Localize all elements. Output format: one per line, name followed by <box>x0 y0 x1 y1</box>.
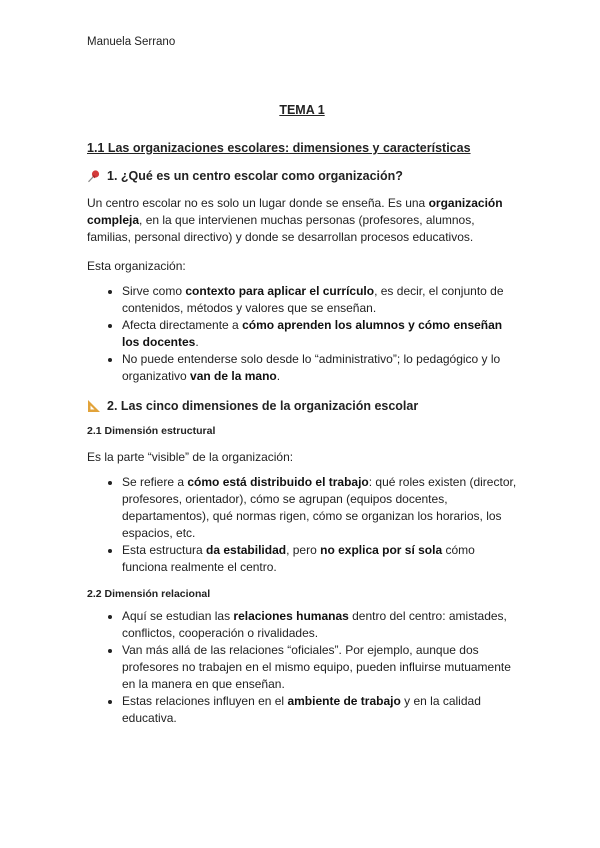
list-item <box>122 283 517 317</box>
bold-text: contexto para aplicar el currículo <box>185 284 375 298</box>
question-1-paragraph-2: Esta organización: <box>87 259 186 273</box>
question-2-heading <box>87 399 517 413</box>
text-run: . <box>276 369 281 383</box>
bold-text: van de la mano <box>190 369 277 383</box>
bold-text: da estabilidad <box>206 543 287 557</box>
subsection-2-2-title: 2.2 Dimensión relacional <box>87 588 211 600</box>
bold-text: cómo está distribuido el trabajo <box>187 475 369 489</box>
list-item <box>122 474 517 542</box>
text-run: Van más allá de las relaciones “oficiales”. Por ejemplo, aunque dos profesores no trabajen en el mismo equipo, pueden influirse mutuamente en la manera en que enseñan. <box>122 643 511 691</box>
list-item <box>122 693 517 727</box>
text-run: Estas relaciones influyen en el <box>122 694 288 708</box>
text-run: dentro del centro: amistades, conflictos, cooperación o rivalidades. <box>122 609 507 640</box>
question-1-heading <box>87 169 517 183</box>
question-1-paragraph <box>87 195 517 246</box>
text-run: , es decir, el conjunto de contenidos, métodos y valores que se enseñan. <box>122 284 504 315</box>
page-title: TEMA 1 <box>279 103 325 117</box>
bold-text: ambiente de trabajo <box>287 694 401 708</box>
subsection-2-1-paragraph: Es la parte “visible” de la organización: <box>87 450 294 464</box>
question-2-heading-text: 2. Las cinco dimensiones de la organización escolar <box>107 399 419 413</box>
text-run: y en la calidad educativa. <box>122 694 481 725</box>
text-run: Sirve como <box>122 284 186 298</box>
list-item <box>122 542 517 576</box>
triangular-ruler-icon <box>87 399 101 413</box>
text-run: . <box>195 335 199 349</box>
list-item <box>122 642 517 693</box>
bold-text: cómo aprenden los alumnos y cómo enseñan los docentes <box>122 318 503 349</box>
text-run: Afecta directamente a <box>122 318 243 332</box>
bold-text: relaciones humanas <box>233 609 349 623</box>
text-run: cómo funciona realmente el centro. <box>122 543 475 574</box>
bold-text: organización compleja <box>87 196 503 227</box>
text-run: No puede entenderse solo desde lo “administrativo”; lo pedagógico y lo organizativo <box>122 352 501 383</box>
text-run: : qué roles existen (director, profesores, orientador), cómo se agrupan (equipos docentes, departamentos), qué normas rigen, cómo se organizan los horarios, los espacios, etc. <box>122 475 517 540</box>
pushpin-icon <box>87 169 101 183</box>
subsection-2-1-list <box>87 474 517 576</box>
bold-text: no explica por sí sola <box>320 543 443 557</box>
subsection-2-1-title: 2.1 Dimensión estructural <box>87 425 216 437</box>
text-run: Un centro escolar no es solo un lugar donde se enseña. Es una <box>87 196 429 210</box>
author-name: Manuela Serrano <box>87 36 176 48</box>
section-title: 1.1 Las organizaciones escolares: dimensiones y características <box>87 141 471 155</box>
list-item <box>122 351 517 385</box>
text-run: Aquí se estudian las <box>122 609 234 623</box>
question-1-heading-text: 1. ¿Qué es un centro escolar como organización? <box>107 169 403 183</box>
question-1-list <box>87 283 517 385</box>
text-run: Se refiere a <box>122 475 188 489</box>
list-item <box>122 317 517 351</box>
subsection-2-2-list <box>87 608 517 727</box>
text-run: , pero <box>286 543 321 557</box>
list-item <box>122 608 517 642</box>
document-content <box>87 103 517 727</box>
text-run: Esta estructura <box>122 543 207 557</box>
text-run: , en la que intervienen muchas personas (profesores, alumnos, familias, personal directivo) y donde se desarrollan procesos educativos. <box>87 213 475 244</box>
